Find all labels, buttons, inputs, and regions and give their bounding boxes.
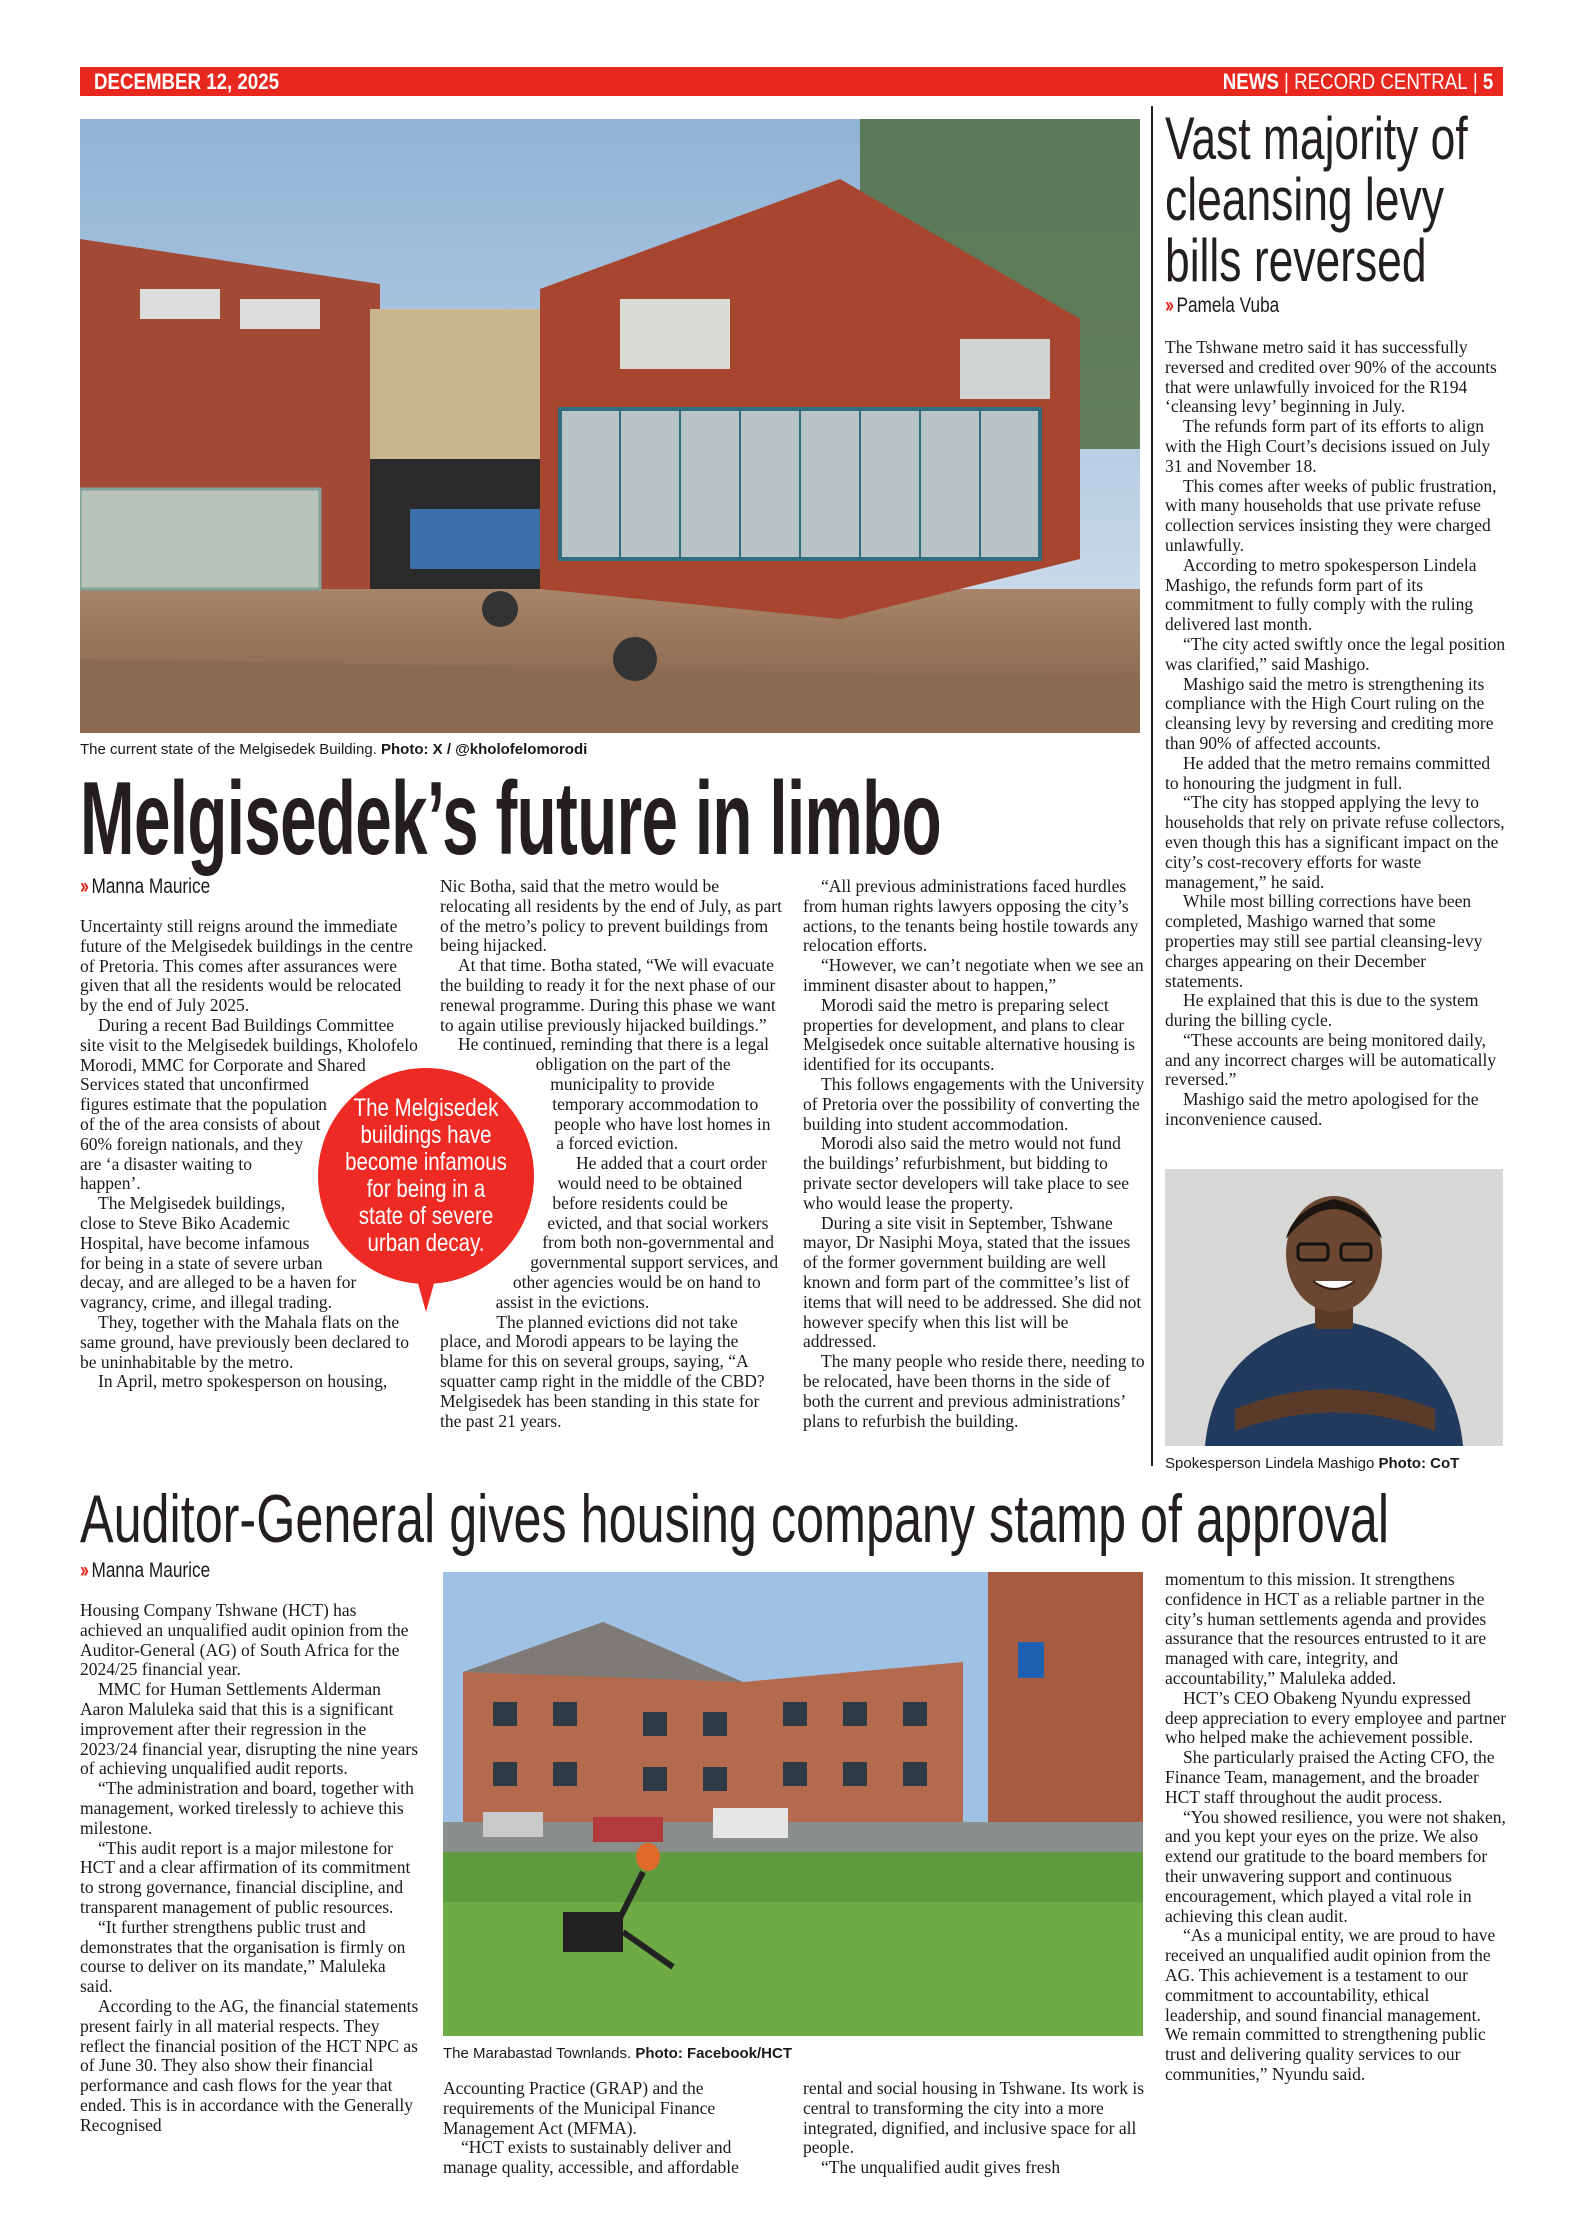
pull-quote-tail	[412, 1262, 440, 1312]
paragraph: Uncertainty still reigns around the immediate future of the Melgisedek buildings in the centre of Pretoria. This comes after assurances were given that all the residents would be relocated by the end of July 2025.	[80, 916, 413, 1016]
bottom-column-3	[803, 2079, 1145, 2178]
chevron-icon: ››	[80, 875, 87, 898]
paragraph: “As a municipal entity, we are proud to have received an unqualified audit opinion from the AG. This achievement is a testament to our commitment to accountability, ethical leadership, and sound financial management. We remain committed to strengthening public trust and delivering quality services to our communities,” Nyundu said.	[1165, 1925, 1496, 2084]
paragraph: According to the AG, the financial statements present fairly in all material respects. They reflect the financial position of the HCT NPC as of June 30. They also show their financial performance and cash flows for the year that ended. This is in accordance with the Generally Recognised	[80, 1995, 419, 2135]
bottom-headline: Auditor-General gives housing company stamp of approval	[80, 1481, 1390, 1557]
paragraph: Mashigo said the metro is strengthening its compliance with the High Court ruling on the cleansing levy by reversing and crediting more than 90% of affected accounts.	[1165, 673, 1494, 753]
author-name: Pamela Vuba	[1176, 294, 1280, 317]
paragraph: While most billing corrections have been completed, Mashigo warned that some properties may still see partial cleansing-levy charges appearing on their December statements.	[1165, 891, 1483, 991]
lead-photo-caption	[80, 741, 587, 758]
bottom-photo-caption	[443, 2045, 792, 2062]
paragraph: “The unqualified audit gives fresh	[821, 2157, 1061, 2178]
paragraph: Housing Company Tshwane (HCT) has achieved an unqualified audit opinion from the Auditor-General (AG) of South Africa for the 2024/25 financial year.	[80, 1600, 409, 1680]
side-byline	[1165, 294, 1279, 318]
caption-text: The Marabastad Townlands.	[443, 2045, 632, 2062]
chevron-icon: ››	[1165, 294, 1172, 317]
headline-line: Vast majority of	[1165, 105, 1468, 172]
pull-quote-text: The Melgisedek buildings have become infamous for being in a state of severe urban decay.	[345, 1094, 507, 1257]
paragraph: They, together with the Mahala flats on the same ground, have previously been declared to be uninhabitable by the metro.	[80, 1311, 409, 1372]
lead-column-3	[803, 877, 1145, 1431]
paragraph: Morodi also said the metro would not fund the buildings’ refurbishment, but bidding to private sector developers will take place to see who would lease the property.	[803, 1133, 1130, 1213]
paragraph: She particularly praised the Acting CFO, the Finance Team, management, and the broader HCT staff throughout the audit process.	[1165, 1747, 1495, 1807]
paragraph: “However, we can’t negotiate when we see an imminent disaster about to happen,”	[803, 955, 1144, 995]
paragraph: “You showed resilience, you were not shaken, and you kept your eyes on the prize. We also extend our gratitude to the board members for their unwavering support and continuous encouragement, which played a vital role in achieving this clean audit.	[1165, 1806, 1506, 1926]
paragraph: He added that the metro remains committed to honouring the judgment in full.	[1165, 752, 1491, 793]
paragraph: The planned evictions did not take place, and Morodi appears to be laying the blame for this on several groups, saying, “A squatter camp right in the middle of the CBD? Melgisedek has been standing in this state for the past 21 years.	[440, 1311, 765, 1431]
author-name: Manna Maurice	[91, 875, 211, 898]
bottom-column-1	[80, 1601, 422, 2136]
paragraph: “The city has stopped applying the levy to households that rely on private refuse collectors, even though this has a significant impact on the city’s cost-recovery efforts for waste management,” he said.	[1165, 792, 1505, 892]
pull-quote-bubble	[318, 1068, 534, 1284]
paragraph: The refunds form part of its efforts to align with the High Court’s decisions issued on July 31 and November 18.	[1165, 416, 1491, 476]
paragraph: Mashigo said the metro apologised for the inconvenience caused.	[1165, 1089, 1479, 1130]
page-number: 5	[1482, 69, 1493, 94]
paragraph: He added that a court order would need to be obtained before residents could be evicted, and that social workers from both non-governmental and governmental support services, and other agencies would be on hand to assist in the evictions.	[495, 1153, 779, 1312]
paragraph: HCT’s CEO Obakeng Nyundu expressed deep appreciation to every employee and partner who helped make the achievement possible.	[1165, 1687, 1507, 1748]
paragraph: During a recent Bad Buildings Committee site visit to the Melgisedek buildings, Kholofelo Morodi, MMC for Corporate and Shared Services stated that unconfirmed figures estimate that the population of the of the area consists of about 60% foreign nationals, and they are ‘a disaster waiting to happen’.	[80, 1014, 418, 1194]
author-name: Manna Maurice	[91, 1559, 211, 1582]
page-header-bar	[80, 67, 1503, 96]
paragraph: In April, metro spokesperson on housing,	[98, 1371, 388, 1392]
paragraph: The Melgisedek buildings, close to Steve Biko Academic Hospital, have become infamous for being in a state of severe urban decay, and are alleged to be a haven for vagrancy, crime, and illegal trading.	[80, 1193, 357, 1313]
spokesperson-portrait-photo	[1165, 1169, 1503, 1446]
headline-line: bills reversed	[1165, 227, 1427, 294]
publication-name: RECORD CENTRAL	[1293, 69, 1468, 94]
paragraph: rental and social housing in Tshwane. Its work is central to transforming the city into a more integrated, dignified, and inclusive space for all people.	[803, 2078, 1145, 2158]
paragraph: This comes after weeks of public frustration, with many households that use private refuse collection services insisting they were charged unlawfully.	[1165, 475, 1497, 555]
bottom-column-2	[443, 2079, 783, 2178]
separator: |	[1283, 69, 1289, 94]
chevron-icon: ››	[80, 1559, 87, 1582]
side-headline	[1165, 105, 1572, 294]
paragraph: Morodi said the metro is preparing select properties for development, and plans to clear Melgisedek once suitable alternative housing is identified for its occupants.	[803, 994, 1135, 1075]
photo-credit: Photo: X / @kholofelomorodi	[381, 741, 588, 758]
bottom-byline	[80, 1559, 210, 1583]
paragraph: Accounting Practice (GRAP) and the requirements of the Municipal Finance Management Act (MFMA).	[443, 2078, 716, 2138]
section-name: NEWS	[1222, 69, 1279, 94]
paragraph: momentum to this mission. It strengthens confidence in HCT as a reliable partner in the city’s human settlements agenda and provides assurance that the resources entrusted to it are managed with care, integrity, and accountability,” Maluleka added.	[1165, 1569, 1487, 1688]
paragraph: “All previous administrations faced hurdles from human rights lawyers opposing the city’s actions, to the tenants being hostile towards any relocation efforts.	[803, 876, 1139, 956]
paragraph: He continued, reminding that there is a legal obligation on the part of the municipality to provide temporary accommodation to people who have lost homes in a forced eviction.	[458, 1034, 771, 1154]
column-divider	[1151, 106, 1153, 1466]
paragraph: “HCT exists to sustainably deliver and manage quality, accessible, and affordable	[443, 2137, 739, 2178]
side-story-body	[1165, 338, 1507, 1130]
portrait-caption	[1165, 1455, 1459, 1472]
paragraph: Nic Botha, said that the metro would be relocating all residents by the end of July, as part of the metro’s policy to prevent buildings from being hijacked.	[440, 876, 782, 956]
paragraph: “These accounts are being monitored daily, and any incorrect charges will be automatically reversed.”	[1165, 1029, 1497, 1090]
paragraph: He explained that this is due to the system during the billing cycle.	[1165, 990, 1479, 1031]
paragraph: The many people who reside there, needing to be relocated, have been thorns in the side of both the current and previous administrations’ plans to refurbish the building.	[803, 1351, 1145, 1431]
section-label	[1222, 67, 1493, 96]
paragraph: According to metro spokesperson Lindela Mashigo, the refunds form part of its commitment to fully comply with the ruling delivered last month.	[1165, 554, 1477, 635]
paragraph: “The administration and board, together with management, worked tirelessly to achieve this milestone.	[80, 1778, 414, 1838]
marabastad-townlands-photo	[443, 1572, 1143, 2036]
headline-line: cleansing levy	[1165, 166, 1444, 233]
paragraph: “The city acted swiftly once the legal position was clarified,” said Mashigo.	[1165, 633, 1506, 674]
paragraph: This follows engagements with the University of Pretoria over the possibility of converting the building into student accommodation.	[803, 1073, 1145, 1134]
paragraph: At that time. Botha stated, “We will evacuate the building to ready it for the next phase of our renewal programme. During this phase we want to again utilise previously hijacked buildings.”	[440, 955, 776, 1035]
paragraph: “It further strengthens public trust and demonstrates that the organisation is firmly on course to deliver on its mandate,” Maluleka said.	[80, 1916, 406, 1997]
lead-headline: Melgisedek’s future in limbo	[80, 761, 941, 877]
paragraph: “This audit report is a major milestone for HCT and a clear affirmation of its commitment to strong governance, financial discipline, and transparent management of public resources.	[80, 1837, 411, 1917]
melgisedek-building-photo	[80, 119, 1140, 733]
lead-byline	[80, 875, 210, 899]
bottom-column-4	[1165, 1570, 1507, 2085]
paragraph: The Tshwane metro said it has successfully reversed and credited over 90% of the accounts that were unlawfully invoiced for the R194 ‘cleansing levy’ beginning in July.	[1165, 337, 1497, 417]
photo-credit: Photo: Facebook/HCT	[635, 2045, 793, 2062]
separator: |	[1472, 69, 1478, 94]
caption-text: Spokesperson Lindela Mashigo	[1165, 1455, 1375, 1472]
caption-text: The current state of the Melgisedek Building.	[80, 741, 377, 758]
issue-date: DECEMBER 12, 2025	[94, 69, 280, 94]
paragraph: During a site visit in September, Tshwane mayor, Dr Nasiphi Moya, stated that the issues of the former government building are well known and form part of the committee’s list of items that will need to be addressed. She did not however specify when this list will be addressed.	[803, 1212, 1142, 1352]
paragraph: MMC for Human Settlements Alderman Aaron Maluleka said that this is a significant improvement after their regression in the 2023/24 financial year, disrupting the nine years of achieving unqualified audit reports.	[80, 1679, 419, 1779]
photo-credit: Photo: CoT	[1378, 1455, 1460, 1472]
